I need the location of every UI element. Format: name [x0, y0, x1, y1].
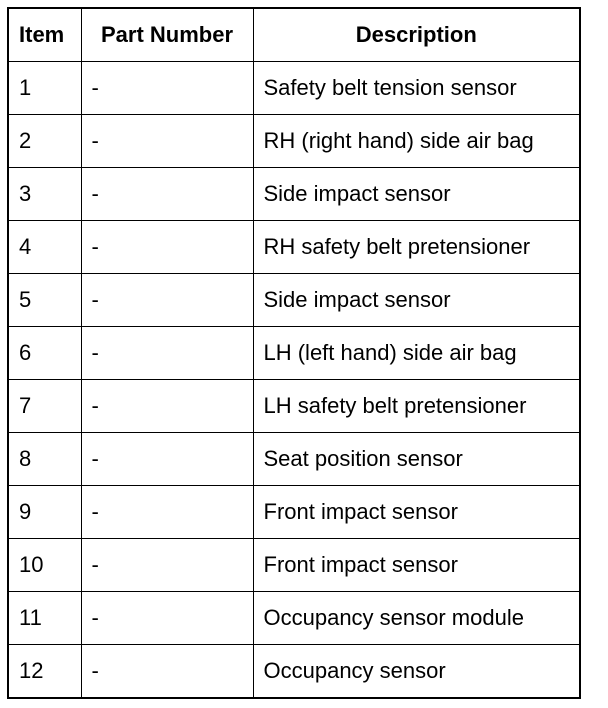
- item-cell: 11: [8, 592, 81, 645]
- header-row: [8, 8, 580, 62]
- part-number-cell: -: [81, 274, 253, 327]
- part-number-cell: -: [81, 592, 253, 645]
- item-cell: 3: [8, 168, 81, 221]
- table-row: [8, 380, 580, 433]
- part-number-cell: -: [81, 327, 253, 380]
- description-cell: Side impact sensor: [253, 274, 580, 327]
- item-cell: 6: [8, 327, 81, 380]
- description-cell: Safety belt tension sensor: [253, 62, 580, 115]
- description-cell: Seat position sensor: [253, 433, 580, 486]
- item-cell: 2: [8, 115, 81, 168]
- part-number-cell: -: [81, 115, 253, 168]
- part-number-cell: -: [81, 62, 253, 115]
- table-row: [8, 168, 580, 221]
- part-number-cell: -: [81, 645, 253, 699]
- header-part-number: Part Number: [81, 8, 253, 62]
- part-number-cell: -: [81, 380, 253, 433]
- item-cell: 8: [8, 433, 81, 486]
- part-number-cell: -: [81, 433, 253, 486]
- parts-table: [7, 7, 581, 699]
- header-description: Description: [253, 8, 580, 62]
- table-row: [8, 62, 580, 115]
- description-cell: Occupancy sensor: [253, 645, 580, 699]
- description-cell: RH safety belt pretensioner: [253, 221, 580, 274]
- item-cell: 1: [8, 62, 81, 115]
- description-cell: Front impact sensor: [253, 486, 580, 539]
- item-cell: 4: [8, 221, 81, 274]
- part-number-cell: -: [81, 168, 253, 221]
- table-row: [8, 274, 580, 327]
- item-cell: 7: [8, 380, 81, 433]
- description-cell: Side impact sensor: [253, 168, 580, 221]
- description-cell: LH (left hand) side air bag: [253, 327, 580, 380]
- table-row: [8, 433, 580, 486]
- table-row: [8, 221, 580, 274]
- item-cell: 12: [8, 645, 81, 699]
- part-number-cell: -: [81, 221, 253, 274]
- description-cell: Occupancy sensor module: [253, 592, 580, 645]
- table-row: [8, 592, 580, 645]
- header-item: Item: [8, 8, 81, 62]
- description-cell: Front impact sensor: [253, 539, 580, 592]
- item-cell: 5: [8, 274, 81, 327]
- part-number-cell: -: [81, 539, 253, 592]
- table-row: [8, 327, 580, 380]
- table-row: [8, 539, 580, 592]
- item-cell: 9: [8, 486, 81, 539]
- description-cell: RH (right hand) side air bag: [253, 115, 580, 168]
- table-row: [8, 645, 580, 699]
- item-cell: 10: [8, 539, 81, 592]
- part-number-cell: -: [81, 486, 253, 539]
- description-cell: LH safety belt pretensioner: [253, 380, 580, 433]
- table-row: [8, 486, 580, 539]
- table-row: [8, 115, 580, 168]
